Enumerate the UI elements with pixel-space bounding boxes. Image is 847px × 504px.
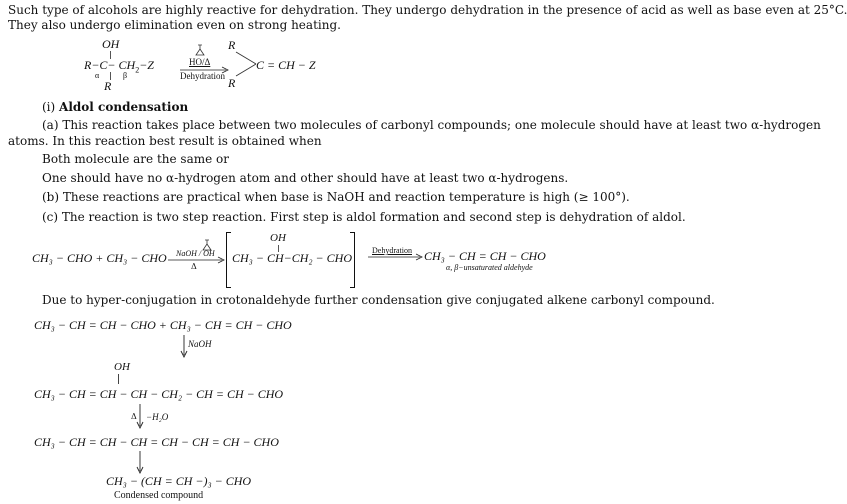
- r2-arrow-bottom: Δ: [191, 262, 197, 271]
- r1-chain-text: R−C− CH: [84, 58, 136, 72]
- r2-intermediate: CH₃ − CH−CH₂ − CHO: [232, 251, 352, 265]
- r1-flask-icon: [192, 44, 212, 56]
- r2-product: CH₃ − CH = CH − CHO: [424, 249, 546, 263]
- r2-bracket-right: [350, 232, 355, 288]
- intro-line-2: They also undergo elimination even on strong heating.: [8, 18, 341, 32]
- r2-arrow-top: NaOH / OH: [176, 249, 215, 258]
- r2-arrow: [168, 256, 226, 264]
- r1-chain-end: −Z: [139, 58, 154, 72]
- aldol-a-line-1: (a) This reaction takes place between two molecules of carbonyl compounds; one molecule should have at least two α-hydrogen: [42, 118, 821, 132]
- hyper-eq-3: CH₃ − CH = CH − CH = CH − CH = CH − CHO: [34, 435, 279, 449]
- aldol-b-line: (b) These reactions are practical when base is NaOH and reaction temperature is high (≥ 100°).: [42, 190, 630, 204]
- r2-product-label: α, β−unsaturated aldehyde: [446, 263, 533, 272]
- hyper-eq-1: CH₃ − CH = CH − CHO + CH₃ − CH = CH − CHO: [34, 318, 292, 332]
- r1-r-bottom: R: [104, 79, 112, 93]
- r1-oh: OH: [102, 37, 120, 51]
- r1-chain-sub: 2: [135, 65, 140, 75]
- r2-oh: OH: [270, 232, 286, 244]
- hyper-condensed-label: Condensed compound: [114, 490, 204, 501]
- hyper-minus-h2o: −H₂O: [146, 412, 169, 422]
- r2-arrow-2: [368, 253, 424, 261]
- r2-reactants: CH₃ − CHO + CH₃ − CHO: [32, 251, 167, 265]
- intro-line-1: Such type of alcohols are highly reactive for dehydration. They undergo dehydration in the presence of acid as well as base even at 25°C.: [8, 3, 847, 17]
- hyper-eq-4: CH₃ − (CH = CH −)₃ − CHO: [106, 474, 252, 488]
- hyper-naoh: NaOH: [188, 339, 212, 349]
- aldol-heading-num: (i): [42, 100, 56, 114]
- hyper-text: Due to hyper-conjugation in crotonaldehyde further condensation give conjugated alkene carbonyl compound.: [42, 293, 715, 307]
- r1-arrow-bottom: Dehydration: [180, 71, 225, 81]
- r1-arrow-top: HO/Δ: [189, 57, 211, 67]
- hyper-oh: OH: [114, 361, 130, 373]
- r2-bracket-left: [226, 232, 231, 288]
- aldol-a-line-2: atoms. In this reaction best result is obtained when: [8, 134, 322, 148]
- aldol-one-no: One should have no α-hydrogen atom and other should have at least two α-hydrogens.: [42, 171, 569, 185]
- hyper-eq-2: CH₃ − CH = CH − CH − CH₂ − CH = CH − CHO: [34, 387, 284, 401]
- r2-arrow2-top: Dehydration: [372, 246, 412, 255]
- aldol-heading: [42, 100, 188, 115]
- r1-product: C = CH − Z: [256, 58, 316, 72]
- hyper-delta: Δ: [131, 412, 137, 421]
- hyper-arrow-down-3: [136, 451, 146, 475]
- aldol-heading-text: Aldol condensation: [59, 100, 189, 114]
- hyper-bond-up: [118, 374, 119, 384]
- r1-r-bottom-right: R: [228, 76, 236, 90]
- hyper-arrow-down-2: [136, 404, 146, 430]
- r1-beta: β: [123, 71, 128, 80]
- r1-r-top: R: [228, 38, 236, 52]
- aldol-both-same: Both molecule are the same or: [42, 152, 229, 166]
- aldol-c-line: (c) The reaction is two step reaction. First step is aldol formation and second step is dehydration of aldol.: [42, 210, 686, 224]
- r1-alpha: α: [95, 71, 100, 80]
